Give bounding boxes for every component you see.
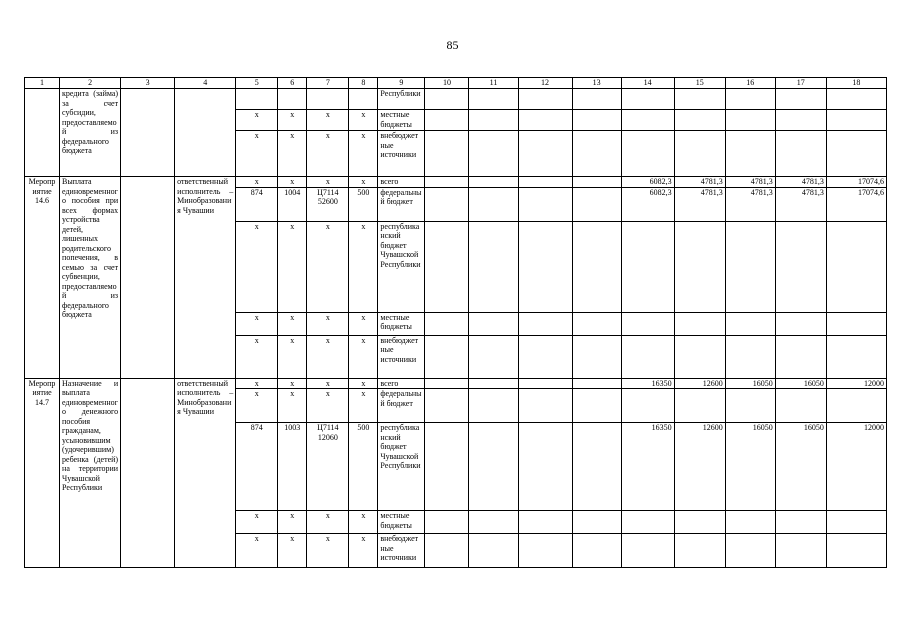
funding-source-cell: внебюджетные источники bbox=[378, 335, 425, 378]
amount-cell: 12000 bbox=[826, 423, 886, 511]
block-measure-14-6 bbox=[25, 177, 887, 379]
section-code-cell: 1004 bbox=[278, 187, 307, 221]
grbs-code-cell: х bbox=[236, 335, 278, 378]
amount-cell: 4781,3 bbox=[775, 187, 826, 221]
amount-cell bbox=[775, 110, 826, 131]
amount-cell bbox=[725, 534, 775, 568]
amount-cell: 16050 bbox=[725, 378, 775, 389]
amount-cell bbox=[826, 335, 886, 378]
empty-value-cell bbox=[425, 335, 469, 378]
expense-type-cell: х bbox=[349, 312, 378, 335]
amount-cell bbox=[621, 534, 674, 568]
amount-cell bbox=[826, 221, 886, 312]
section-code-cell: х bbox=[278, 335, 307, 378]
measure-description-cell: Назначение и выплата единовременного денежного пособия гражданам, усыновившим (удочерившим) ребенка (детей) на территории Чувашской Республики bbox=[60, 378, 121, 568]
empty-value-cell bbox=[469, 221, 518, 312]
grbs-code-cell: 874 bbox=[236, 187, 278, 221]
amount-cell bbox=[621, 389, 674, 423]
empty-value-cell bbox=[425, 221, 469, 312]
amount-cell: 16050 bbox=[725, 423, 775, 511]
amount-cell bbox=[826, 131, 886, 177]
column-number-2: 2 bbox=[60, 78, 121, 89]
empty-value-cell bbox=[572, 534, 621, 568]
column-number-10: 10 bbox=[425, 78, 469, 89]
amount-cell: 4781,3 bbox=[725, 187, 775, 221]
expense-type-cell: х bbox=[349, 131, 378, 177]
amount-cell bbox=[621, 335, 674, 378]
target-article-cell: Ц7114 52600 bbox=[307, 187, 349, 221]
section-code-cell: х bbox=[278, 389, 307, 423]
expense-type-cell bbox=[349, 89, 378, 110]
expense-type-cell: х bbox=[349, 389, 378, 423]
amount-cell bbox=[725, 312, 775, 335]
target-article-cell: х bbox=[307, 110, 349, 131]
grbs-code-cell: х bbox=[236, 131, 278, 177]
target-article-cell: х bbox=[307, 389, 349, 423]
funding-source-cell: внебюджетные источники bbox=[378, 131, 425, 177]
column-number-11: 11 bbox=[469, 78, 518, 89]
measure-label-cell: Мероприятие 14.6 bbox=[25, 177, 60, 379]
amount-cell bbox=[775, 335, 826, 378]
amount-cell: 17074,6 bbox=[826, 187, 886, 221]
target-article-cell: х bbox=[307, 131, 349, 177]
amount-cell bbox=[725, 131, 775, 177]
section-code-cell: х bbox=[278, 378, 307, 389]
target-article-cell: х bbox=[307, 511, 349, 534]
amount-cell: 12600 bbox=[674, 423, 725, 511]
empty-value-cell bbox=[425, 312, 469, 335]
empty-value-cell bbox=[469, 110, 518, 131]
amount-cell: 6082,3 bbox=[621, 177, 674, 188]
amount-cell bbox=[621, 511, 674, 534]
amount-cell bbox=[621, 131, 674, 177]
column-number-14: 14 bbox=[621, 78, 674, 89]
section-code-cell: х bbox=[278, 312, 307, 335]
funding-source-cell: местные бюджеты bbox=[378, 511, 425, 534]
empty-value-cell bbox=[469, 89, 518, 110]
empty-value-cell bbox=[469, 335, 518, 378]
empty-value-cell bbox=[469, 312, 518, 335]
amount-cell bbox=[674, 335, 725, 378]
amount-cell bbox=[674, 389, 725, 423]
section-code-cell: х bbox=[278, 221, 307, 312]
empty-value-cell bbox=[572, 221, 621, 312]
column-number-17: 17 bbox=[775, 78, 826, 89]
grbs-code-cell: х bbox=[236, 110, 278, 131]
column-number-15: 15 bbox=[674, 78, 725, 89]
amount-cell bbox=[775, 534, 826, 568]
column-number-8: 8 bbox=[349, 78, 378, 89]
amount-cell bbox=[826, 312, 886, 335]
funding-source-cell: внебюджетные источники bbox=[378, 534, 425, 568]
empty-value-cell bbox=[518, 378, 572, 389]
amount-cell bbox=[775, 511, 826, 534]
funding-source-cell: всего bbox=[378, 177, 425, 188]
amount-cell bbox=[826, 89, 886, 110]
section-code-cell: х bbox=[278, 110, 307, 131]
amount-cell bbox=[725, 221, 775, 312]
amount-cell: 4781,3 bbox=[725, 177, 775, 188]
target-article-cell: х bbox=[307, 534, 349, 568]
amount-cell: 16050 bbox=[775, 423, 826, 511]
grbs-code-cell: х bbox=[236, 534, 278, 568]
funding-source-cell: всего bbox=[378, 378, 425, 389]
amount-cell bbox=[826, 511, 886, 534]
empty-value-cell bbox=[572, 110, 621, 131]
empty-value-cell bbox=[518, 177, 572, 188]
empty-value-cell bbox=[572, 177, 621, 188]
empty-value-cell bbox=[425, 131, 469, 177]
column-3-cell bbox=[121, 378, 175, 568]
target-article-cell: х bbox=[307, 335, 349, 378]
target-article-cell: х bbox=[307, 312, 349, 335]
empty-value-cell bbox=[518, 110, 572, 131]
amount-cell: 4781,3 bbox=[775, 177, 826, 188]
funding-source-cell: местные бюджеты bbox=[378, 110, 425, 131]
amount-cell bbox=[674, 131, 725, 177]
amount-cell bbox=[775, 312, 826, 335]
empty-value-cell bbox=[572, 378, 621, 389]
empty-value-cell bbox=[518, 89, 572, 110]
empty-value-cell bbox=[425, 389, 469, 423]
funding-source-cell: республиканский бюджет Чувашской Республики bbox=[378, 423, 425, 511]
empty-value-cell bbox=[425, 187, 469, 221]
executor-cell: ответственный исполнитель – Минобразования Чувашии bbox=[175, 378, 236, 568]
empty-value-cell bbox=[469, 187, 518, 221]
grbs-code-cell bbox=[236, 89, 278, 110]
grbs-code-cell: х bbox=[236, 378, 278, 389]
block-continuation bbox=[25, 89, 887, 177]
funding-source-cell: федеральный бюджет bbox=[378, 187, 425, 221]
empty-value-cell bbox=[518, 389, 572, 423]
executor-cell bbox=[175, 89, 236, 177]
empty-value-cell bbox=[469, 511, 518, 534]
empty-value-cell bbox=[572, 187, 621, 221]
empty-value-cell bbox=[518, 335, 572, 378]
measure-label-cell bbox=[25, 89, 60, 177]
empty-value-cell bbox=[572, 511, 621, 534]
block-measure-14-7 bbox=[25, 378, 887, 568]
amount-cell bbox=[674, 221, 725, 312]
amount-cell: 16050 bbox=[775, 378, 826, 389]
empty-value-cell bbox=[469, 389, 518, 423]
budget-table bbox=[24, 77, 887, 568]
column-number-row bbox=[25, 78, 887, 89]
section-code-cell: 1003 bbox=[278, 423, 307, 511]
empty-value-cell bbox=[469, 131, 518, 177]
empty-value-cell bbox=[518, 423, 572, 511]
funding-source-cell: местные бюджеты bbox=[378, 312, 425, 335]
expense-type-cell: х bbox=[349, 511, 378, 534]
column-number-7: 7 bbox=[307, 78, 349, 89]
executor-cell: ответственный исполнитель – Минобразования Чувашии bbox=[175, 177, 236, 379]
empty-value-cell bbox=[518, 187, 572, 221]
amount-cell bbox=[621, 110, 674, 131]
amount-cell: 16350 bbox=[621, 378, 674, 389]
column-number-9: 9 bbox=[378, 78, 425, 89]
expense-type-cell: х bbox=[349, 335, 378, 378]
empty-value-cell bbox=[572, 131, 621, 177]
empty-value-cell bbox=[518, 221, 572, 312]
funding-source-cell: федеральный бюджет bbox=[378, 389, 425, 423]
amount-cell: 4781,3 bbox=[674, 187, 725, 221]
column-number-1: 1 bbox=[25, 78, 60, 89]
amount-cell: 12000 bbox=[826, 378, 886, 389]
measure-description-cell: кредита (займа) за счет субсидии, предоставляемой из федерального бюджета bbox=[60, 89, 121, 177]
expense-type-cell: х bbox=[349, 177, 378, 188]
target-article-cell: х bbox=[307, 177, 349, 188]
amount-cell: 4781,3 bbox=[674, 177, 725, 188]
empty-value-cell bbox=[425, 177, 469, 188]
column-number-5: 5 bbox=[236, 78, 278, 89]
column-number-6: 6 bbox=[278, 78, 307, 89]
empty-value-cell bbox=[518, 511, 572, 534]
section-code-cell bbox=[278, 89, 307, 110]
empty-value-cell bbox=[572, 312, 621, 335]
column-3-cell bbox=[121, 177, 175, 379]
amount-cell bbox=[826, 389, 886, 423]
amount-cell: 12600 bbox=[674, 378, 725, 389]
empty-value-cell bbox=[572, 89, 621, 110]
amount-cell bbox=[621, 221, 674, 312]
grbs-code-cell: х bbox=[236, 221, 278, 312]
measure-description-cell: Выплата единовременного пособия при всех формах устройства детей, лишенных родительского попечения, в семью за счет субвенции, предоставляемой из федерального бюджета bbox=[60, 177, 121, 379]
empty-value-cell bbox=[469, 423, 518, 511]
amount-cell bbox=[775, 131, 826, 177]
amount-cell bbox=[674, 511, 725, 534]
empty-value-cell bbox=[518, 312, 572, 335]
section-code-cell: х bbox=[278, 511, 307, 534]
expense-type-cell: х bbox=[349, 221, 378, 312]
section-code-cell: х bbox=[278, 131, 307, 177]
expense-type-cell: х bbox=[349, 534, 378, 568]
amount-cell bbox=[674, 312, 725, 335]
empty-value-cell bbox=[469, 378, 518, 389]
empty-value-cell bbox=[469, 177, 518, 188]
column-number-3: 3 bbox=[121, 78, 175, 89]
empty-value-cell bbox=[572, 335, 621, 378]
amount-cell bbox=[725, 389, 775, 423]
amount-cell bbox=[826, 534, 886, 568]
empty-value-cell bbox=[518, 534, 572, 568]
target-article-cell: Ц7114 12060 bbox=[307, 423, 349, 511]
grbs-code-cell: х bbox=[236, 177, 278, 188]
amount-cell bbox=[775, 89, 826, 110]
empty-value-cell bbox=[425, 423, 469, 511]
grbs-code-cell: 874 bbox=[236, 423, 278, 511]
amount-cell: 6082,3 bbox=[621, 187, 674, 221]
target-article-cell bbox=[307, 89, 349, 110]
column-3-cell bbox=[121, 89, 175, 177]
grbs-code-cell: х bbox=[236, 312, 278, 335]
amount-cell bbox=[621, 89, 674, 110]
amount-cell bbox=[621, 312, 674, 335]
grbs-code-cell: х bbox=[236, 389, 278, 423]
amount-cell bbox=[674, 534, 725, 568]
empty-value-cell bbox=[572, 389, 621, 423]
grbs-code-cell: х bbox=[236, 511, 278, 534]
amount-cell bbox=[725, 89, 775, 110]
target-article-cell: х bbox=[307, 378, 349, 389]
empty-value-cell bbox=[425, 110, 469, 131]
empty-value-cell bbox=[572, 423, 621, 511]
table-row bbox=[25, 378, 887, 389]
amount-cell bbox=[674, 89, 725, 110]
section-code-cell: х bbox=[278, 177, 307, 188]
amount-cell bbox=[775, 221, 826, 312]
funding-source-cell: республиканский бюджет Чувашской Республики bbox=[378, 221, 425, 312]
funding-source-cell: Республики bbox=[378, 89, 425, 110]
amount-cell bbox=[725, 511, 775, 534]
amount-cell: 17074,6 bbox=[826, 177, 886, 188]
target-article-cell: х bbox=[307, 221, 349, 312]
empty-value-cell bbox=[425, 534, 469, 568]
column-number-12: 12 bbox=[518, 78, 572, 89]
amount-cell bbox=[826, 110, 886, 131]
amount-cell bbox=[725, 335, 775, 378]
empty-value-cell bbox=[425, 89, 469, 110]
column-number-13: 13 bbox=[572, 78, 621, 89]
section-code-cell: х bbox=[278, 534, 307, 568]
page-number: 85 bbox=[446, 38, 459, 52]
amount-cell bbox=[674, 110, 725, 131]
amount-cell bbox=[725, 110, 775, 131]
expense-type-cell: 500 bbox=[349, 423, 378, 511]
table-row bbox=[25, 177, 887, 188]
empty-value-cell bbox=[425, 378, 469, 389]
empty-value-cell bbox=[469, 534, 518, 568]
column-number-18: 18 bbox=[826, 78, 886, 89]
empty-value-cell bbox=[518, 131, 572, 177]
amount-cell: 16350 bbox=[621, 423, 674, 511]
column-number-16: 16 bbox=[725, 78, 775, 89]
measure-label-cell: Мероприятие 14.7 bbox=[25, 378, 60, 568]
column-number-4: 4 bbox=[175, 78, 236, 89]
empty-value-cell bbox=[425, 511, 469, 534]
expense-type-cell: х bbox=[349, 378, 378, 389]
expense-type-cell: х bbox=[349, 110, 378, 131]
table-row bbox=[25, 89, 887, 110]
expense-type-cell: 500 bbox=[349, 187, 378, 221]
amount-cell bbox=[775, 389, 826, 423]
